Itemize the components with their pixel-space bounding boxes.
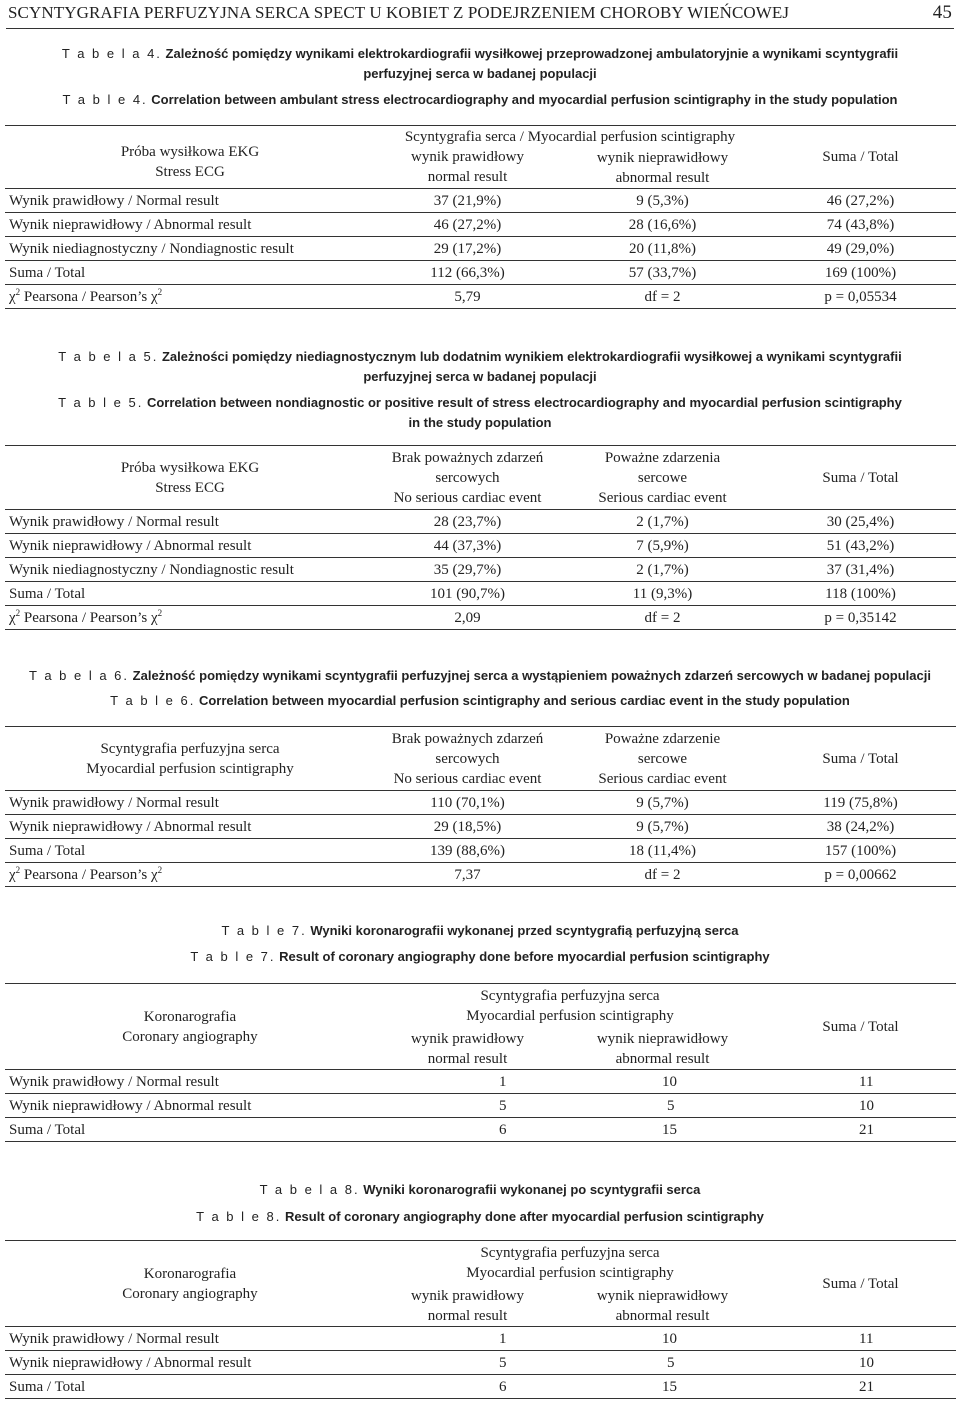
table-row [5,189,956,213]
chi-label-text: Pearsona / Pearson’s χ [20,866,158,883]
chi-label-text: Pearsona / Pearson’s χ [20,609,158,626]
table6-header-row [5,727,956,791]
table5-header-left-en: Stress ECG [155,479,225,496]
table-cell: Suma / Total [5,1118,375,1142]
table7-header-left [5,984,375,1070]
table6-header-col2-pl-2: sercowe [637,750,688,767]
table5-title-pl-1: Zależności pomiędzy niediagnostycznym lub dodatnim wynikiem elektrokardiografii wysiłkowej a wynikami scyntygrafii [161,349,902,364]
table-cell: 157 (100%) [765,839,956,863]
table7-header-row [5,984,956,1027]
table-cell: Wynik prawidłowy / Normal result [5,510,375,534]
table8-header-total: Suma / Total [765,1241,956,1327]
table6-title-en: Correlation between myocardial perfusion scintigraphy and serious cardiac event in the study population [198,693,850,708]
table8-header-left-pl: Koronarografia [143,1265,237,1282]
table8-header-col2-en: abnormal result [615,1308,710,1324]
table7-header-col2-pl: wynik nieprawidłowy [596,1031,729,1047]
table4-header-col2 [560,147,765,189]
table-cell: 28 (23,7%) [375,510,560,534]
table5-header-col1-en: No serious cardiac event [393,489,542,506]
table8-header-group-pl: Scyntygrafia perfuzyjna serca [480,1245,660,1261]
table8 [5,1240,956,1399]
table7-header-left-pl: Koronarografia [143,1008,237,1025]
table7-header-left-en: Coronary angiography [122,1028,258,1045]
table6-chi-df: df = 2 [560,863,765,887]
table6-title-pl: Zależność pomiędzy wynikami scyntygrafii perfuzyjnej serca a wystąpieniem poważnych zdarzeń sercowych w badanej populacji [132,668,931,683]
table-row [5,1118,956,1142]
table-cell: 139 (88,6%) [375,839,560,863]
table-cell: 10 [765,1094,956,1118]
table4-caption-en [0,90,960,110]
table-cell: 9 (5,7%) [560,815,765,839]
table7-header-col2-en: abnormal result [615,1051,710,1067]
table-cell: 18 (11,4%) [560,839,765,863]
table6-header-col2-en: Serious cardiac event [598,770,727,787]
table-cell: 169 (100%) [765,261,956,285]
table-cell: 6 [375,1375,560,1399]
table-cell: 49 (29,0%) [765,237,956,261]
table-cell: 38 (24,2%) [765,815,956,839]
table5-header-col1-pl-2: sercowych [435,469,500,486]
table-cell: 9 (5,3%) [560,189,765,213]
table5-label-pl: T a b e l a 5. [58,349,159,364]
table6-label-pl: T a b e l a 6. [29,668,130,683]
table-cell: Wynik prawidłowy / Normal result [5,791,375,815]
table8-header-left-en: Coronary angiography [122,1285,258,1302]
table8-header-row [5,1241,956,1284]
table-cell: 1 [375,1327,560,1351]
table4-label-en: T a b l e 4. [62,92,148,107]
table-cell: 10 [765,1351,956,1375]
table-cell: 5 [560,1094,765,1118]
table-cell: Suma / Total [5,261,375,285]
table6-chi-p: p = 0,00662 [765,863,956,887]
table6-header-col1-pl-2: sercowych [435,750,500,767]
table6-header-col1-en: No serious cardiac event [393,770,542,787]
chi-superscript: 2 [15,864,21,875]
table-cell: 2 (1,7%) [560,510,765,534]
table6-header-col1-pl-1: Brak poważnych zdarzeń [391,730,544,747]
table-cell: 46 (27,2%) [375,213,560,237]
table-row [5,558,956,582]
table6-caption-pl [0,666,960,686]
table4-title-pl-2: perfuzyjnej serca w badanej populacji [363,66,597,81]
table8-header-col2-pl: wynik nieprawidłowy [596,1288,729,1304]
table-cell: 74 (43,8%) [765,213,956,237]
table6-header-left [5,727,375,791]
table7-header-total: Suma / Total [765,984,956,1070]
chi-superscript: 2 [157,607,163,618]
table-cell: 37 (21,9%) [375,189,560,213]
table-cell: 9 (5,7%) [560,791,765,815]
table7-header-col1-pl: wynik prawidłowy [411,1031,524,1047]
table-cell: 11 [765,1327,956,1351]
table6-header-col2 [560,727,765,791]
table-cell: 2 (1,7%) [560,558,765,582]
table4-header-left-pl: Próba wysiłkowa EKG [120,144,260,160]
table-cell: 6 [375,1118,560,1142]
table6-chi-label [5,863,375,887]
table-cell: Wynik prawidłowy / Normal result [5,1070,375,1094]
table8-label-en: T a b l e 8. [196,1209,282,1224]
table-cell: 10 [560,1327,765,1351]
table4 [5,125,956,309]
table5-caption-en [0,393,960,433]
table8-title-en: Result of coronary angiography done after myocardial perfusion scintigraphy [284,1209,764,1224]
table-row [5,534,956,558]
table8-header-group [375,1241,765,1284]
chi-symbol: χ [9,866,16,883]
table-cell: Suma / Total [5,839,375,863]
table-cell: 35 (29,7%) [375,558,560,582]
table-cell: 57 (33,7%) [560,261,765,285]
table4-header-col2-pl: wynik nieprawidłowy [596,149,729,166]
table7-title-pl: Wyniki koronarografii wykonanej przed scyntygrafią perfuzyjną serca [310,923,739,938]
chi-superscript: 2 [15,607,21,618]
table7-header-group [375,984,765,1027]
table6-label-en: T a b l e 6. [110,693,196,708]
table-cell: Wynik nieprawidłowy / Abnormal result [5,1351,375,1375]
table4-header-left [5,126,375,189]
running-head-title: SCYNTYGRAFIA PERFUZYJNA SERCA SPECT U KOBIET Z PODEJRZENIEM CHOROBY WIEŃCOWEJ [8,3,790,22]
table6-header-total: Suma / Total [765,727,956,791]
table6 [5,726,956,887]
table-cell: 28 (16,6%) [560,213,765,237]
header-rule [6,28,954,29]
table5-chi-value: 2,09 [375,606,560,630]
table-cell: 119 (75,8%) [765,791,956,815]
chi-symbol: χ [9,609,16,626]
table8-header-group-en: Myocardial perfusion scintigraphy [466,1265,674,1281]
table-row [5,237,956,261]
table-cell: Wynik nieprawidłowy / Abnormal result [5,815,375,839]
table6-chi-value: 7,37 [375,863,560,887]
table-cell: 118 (100%) [765,582,956,606]
table7-caption-en [0,947,960,967]
table5-chi-df: df = 2 [560,606,765,630]
table5-header-left [5,446,375,510]
table-cell: 11 [765,1070,956,1094]
table5 [5,445,956,630]
table5-label-en: T a b l e 5. [58,395,144,410]
table-cell: Suma / Total [5,1375,375,1399]
table-cell: Suma / Total [5,582,375,606]
table-row [5,213,956,237]
table-row [5,1094,956,1118]
table-cell: 46 (27,2%) [765,189,956,213]
table5-header-col2 [560,446,765,510]
table-cell: 11 (9,3%) [560,582,765,606]
table6-chi-row [5,863,956,887]
table7-label-pl: T a b l e 7. [221,923,307,938]
table7-title-en: Result of coronary angiography done before myocardial perfusion scintigraphy [279,949,770,964]
table8-header-left [5,1241,375,1327]
table6-caption-en [0,691,960,711]
table-cell: Wynik niediagnostyczny / Nondiagnostic result [5,237,375,261]
chi-superscript: 2 [157,864,163,875]
table5-header-col2-pl-1: Poważne zdarzenia [604,449,721,466]
chi-superscript: 2 [157,286,163,297]
table7 [5,983,956,1142]
table-cell: 5 [560,1351,765,1375]
table-cell: 15 [560,1118,765,1142]
table7-header-col2 [560,1026,765,1070]
table-row [5,1070,956,1094]
table7-label-en: T a b l e 7. [190,949,276,964]
table4-header-col1-en: normal result [427,169,508,185]
table4-title-pl-1: Zależność pomiędzy wynikami elektrokardiografii wysiłkowej przeprowadzonej ambulatoryjnie a wynikami scyntygrafii [165,46,899,61]
table5-caption-pl [0,347,960,387]
table-row [5,261,956,285]
table-cell: Wynik nieprawidłowy / Abnormal result [5,534,375,558]
table-row [5,1375,956,1399]
table5-header-row [5,446,956,510]
table8-caption-en [0,1207,960,1227]
table-cell: 29 (17,2%) [375,237,560,261]
table-row [5,1327,956,1351]
table-cell: 112 (66,3%) [375,261,560,285]
table5-header-col2-pl-2: sercowe [637,469,688,486]
table5-chi-label [5,606,375,630]
table-cell: 110 (70,1%) [375,791,560,815]
table4-chi-label [5,285,375,309]
table7-header-col1-en: normal result [427,1051,508,1067]
table-cell: 51 (43,2%) [765,534,956,558]
chi-superscript: 2 [15,286,21,297]
table4-header-total: Suma / Total [765,126,956,189]
table4-header-row [5,126,956,148]
table8-header-col1-en: normal result [427,1308,508,1324]
table4-chi-df: df = 2 [560,285,765,309]
table4-chi-p: p = 0,05534 [765,285,956,309]
table4-title-en: Correlation between ambulant stress electrocardiography and myocardial perfusion scintigraphy in the study population [151,92,898,107]
table-cell: 1 [375,1070,560,1094]
table-cell: Wynik prawidłowy / Normal result [5,1327,375,1351]
table-cell: 5 [375,1351,560,1375]
table4-header-left-en: Stress ECG [155,164,225,180]
table8-title-pl: Wyniki koronarografii wykonanej po scyntygrafii serca [363,1182,701,1197]
table-cell: Wynik niediagnostyczny / Nondiagnostic result [5,558,375,582]
table4-header-col1 [375,147,560,189]
table5-chi-row [5,606,956,630]
running-head [8,2,952,24]
table7-header-group-pl: Scyntygrafia perfuzyjna serca [480,988,660,1004]
table7-header-group-en: Myocardial perfusion scintigraphy [466,1008,674,1024]
table8-caption-pl [0,1180,960,1200]
table7-header-col1 [375,1026,560,1070]
table5-header-left-pl: Próba wysiłkowa EKG [120,459,260,476]
table5-header-total: Suma / Total [765,446,956,510]
table-cell: 7 (5,9%) [560,534,765,558]
table7-caption-pl [0,921,960,941]
table8-header-col2 [560,1283,765,1327]
table4-chi-value: 5,79 [375,285,560,309]
table4-caption-pl [0,44,960,84]
table-cell: Wynik prawidłowy / Normal result [5,189,375,213]
table6-header-left-en: Myocardial perfusion scintigraphy [86,760,294,777]
table-cell: 15 [560,1375,765,1399]
table4-header-col1-pl: wynik prawidłowy [411,149,524,165]
table5-header-col1-pl-1: Brak poważnych zdarzeń [391,449,544,466]
table-cell: Wynik nieprawidłowy / Abnormal result [5,1094,375,1118]
table5-title-en-1: Correlation between nondiagnostic or positive result of stress electrocardiography and myocardial perfusion scintigraphy [146,395,902,410]
page-number: 45 [932,2,952,23]
table-row [5,839,956,863]
table-cell: 29 (18,5%) [375,815,560,839]
table-cell: 44 (37,3%) [375,534,560,558]
table8-header-col1-pl: wynik prawidłowy [411,1288,524,1304]
table8-label-pl: T a b e l a 8. [259,1182,360,1197]
table-row [5,791,956,815]
table-cell: 101 (90,7%) [375,582,560,606]
table5-title-en-2: in the study population [408,415,552,430]
table-row [5,815,956,839]
table5-chi-p: p = 0,35142 [765,606,956,630]
table5-header-col2-en: Serious cardiac event [598,489,727,506]
table-cell: 5 [375,1094,560,1118]
table4-label-pl: T a b e l a 4. [61,46,162,61]
table-row [5,582,956,606]
table-cell: 30 (25,4%) [765,510,956,534]
table-cell: 20 (11,8%) [560,237,765,261]
table-cell: 10 [560,1070,765,1094]
table5-title-pl-2: perfuzyjnej serca w badanej populacji [363,369,597,384]
table5-header-col1 [375,446,560,510]
chi-symbol: χ [9,288,16,305]
table4-header-col2-en: abnormal result [615,169,710,186]
table4-chi-row [5,285,956,309]
table4-header-group: Scyntygrafia serca / Myocardial perfusion scintigraphy [375,126,765,148]
table6-header-left-pl: Scyntygrafia perfuzyjna serca [100,740,280,757]
table-cell: 37 (31,4%) [765,558,956,582]
table-cell: 21 [765,1375,956,1399]
table6-header-col1 [375,727,560,791]
table-cell: 21 [765,1118,956,1142]
table8-header-col1 [375,1283,560,1327]
table-row [5,1351,956,1375]
table6-header-col2-pl-1: Poważne zdarzenie [604,730,721,747]
table-row [5,510,956,534]
chi-label-text: Pearsona / Pearson’s χ [20,288,158,305]
table-cell: Wynik nieprawidłowy / Abnormal result [5,213,375,237]
